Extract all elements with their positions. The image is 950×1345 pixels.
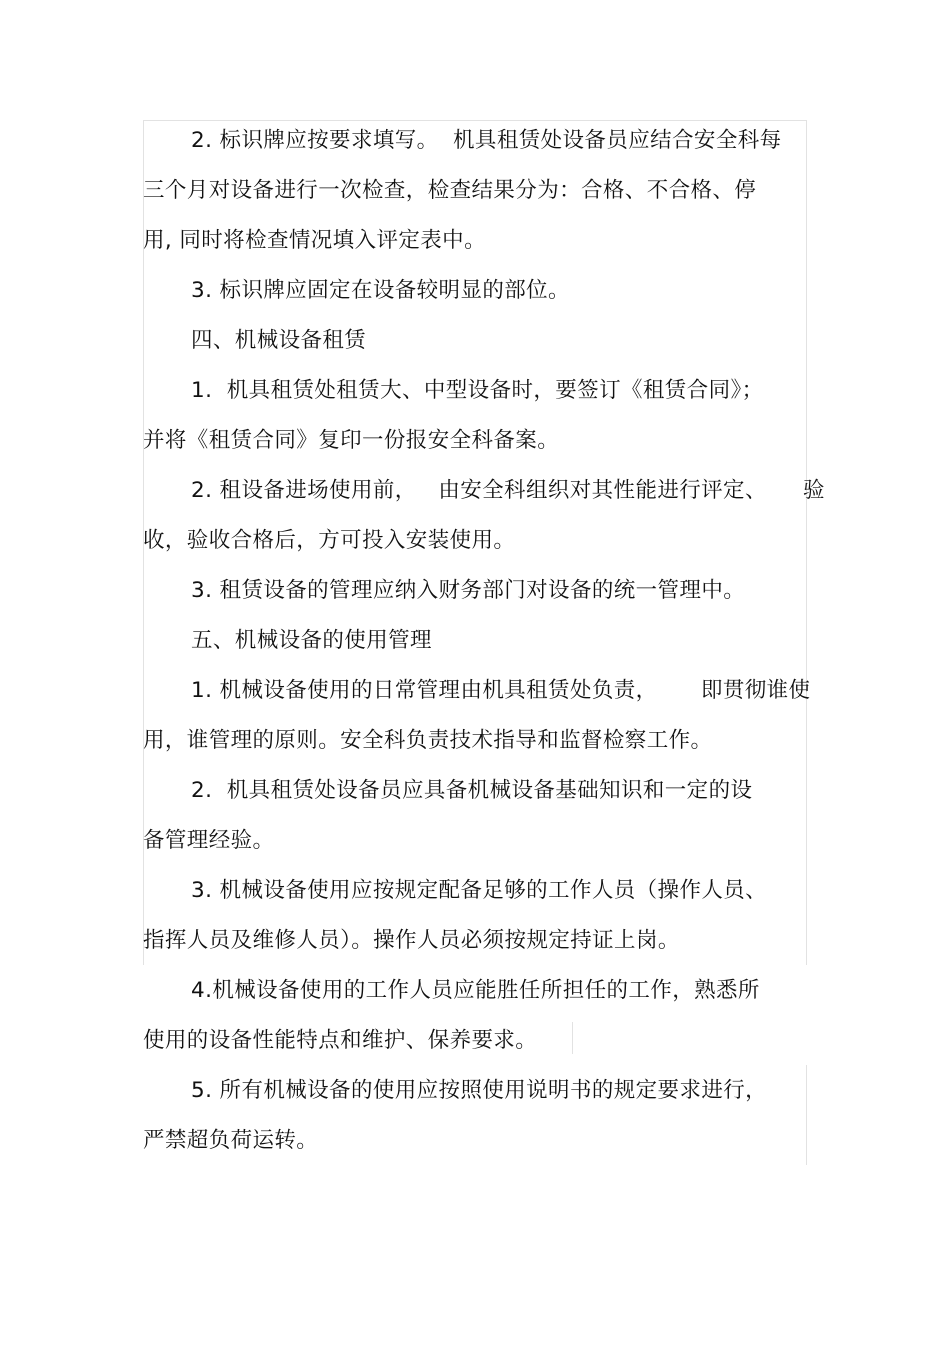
text-line: 备管理经验。 (143, 828, 275, 853)
text-line: 5. 所有机械设备的使用应按照使用说明书的规定要求进行， (191, 1078, 768, 1103)
text-line: 2. 租设备进场使用前， 由安全科组织对其性能进行评定、 验 (191, 478, 825, 503)
text-line: 收，验收合格后，方可投入安装使用。 (143, 528, 516, 553)
text-line: 用, 同时将检查情况填入评定表中。 (143, 228, 486, 253)
text-line: 三个月对设备进行一次检查，检查结果分为：合格、不合格、停 (143, 178, 757, 203)
frame-right-line-lower (806, 1065, 807, 1165)
text-line: 3. 租赁设备的管理应纳入财务部门对设备的统一管理中。 (191, 578, 746, 603)
text-line: 2. 标识牌应按要求填写。 机具租赁处设备员应结合安全科每 (191, 128, 782, 153)
text-line: 2. 机具租赁处设备员应具备机械设备基础知识和一定的设 (191, 778, 753, 803)
text-line: 3. 机械设备使用应按规定配备足够的工作人员（操作人员、 (191, 878, 768, 903)
text-line: 指挥人员及维修人员）。操作人员必须按规定持证上岗。 (143, 928, 680, 953)
frame-top-line (143, 120, 807, 121)
text-line: 1. 机械设备使用的日常管理由机具租赁处负责， 即贯彻谁使 (191, 678, 811, 703)
section-heading: 五、机械设备的使用管理 (191, 628, 432, 653)
text-line: 4.机械设备使用的工作人员应能胜任所担任的工作，熟悉所 (191, 978, 760, 1003)
text-line: 用，谁管理的原则。安全科负责技术指导和监督检察工作。 (143, 728, 713, 753)
text-line: 并将《租赁合同》复印一份报安全科备案。 (143, 428, 560, 453)
section-heading: 四、机械设备租赁 (191, 328, 367, 353)
text-line: 1. 机具租赁处租赁大、中型设备时，要签订《租赁合同》； (191, 378, 764, 403)
text-line: 严禁超负荷运转。 (143, 1128, 319, 1153)
text-line: 使用的设备性能特点和维护、保养要求。 (143, 1028, 538, 1053)
frame-mid-line (572, 1022, 573, 1054)
text-line: 3. 标识牌应固定在设备较明显的部位。 (191, 278, 570, 303)
frame-right-line (806, 120, 807, 965)
